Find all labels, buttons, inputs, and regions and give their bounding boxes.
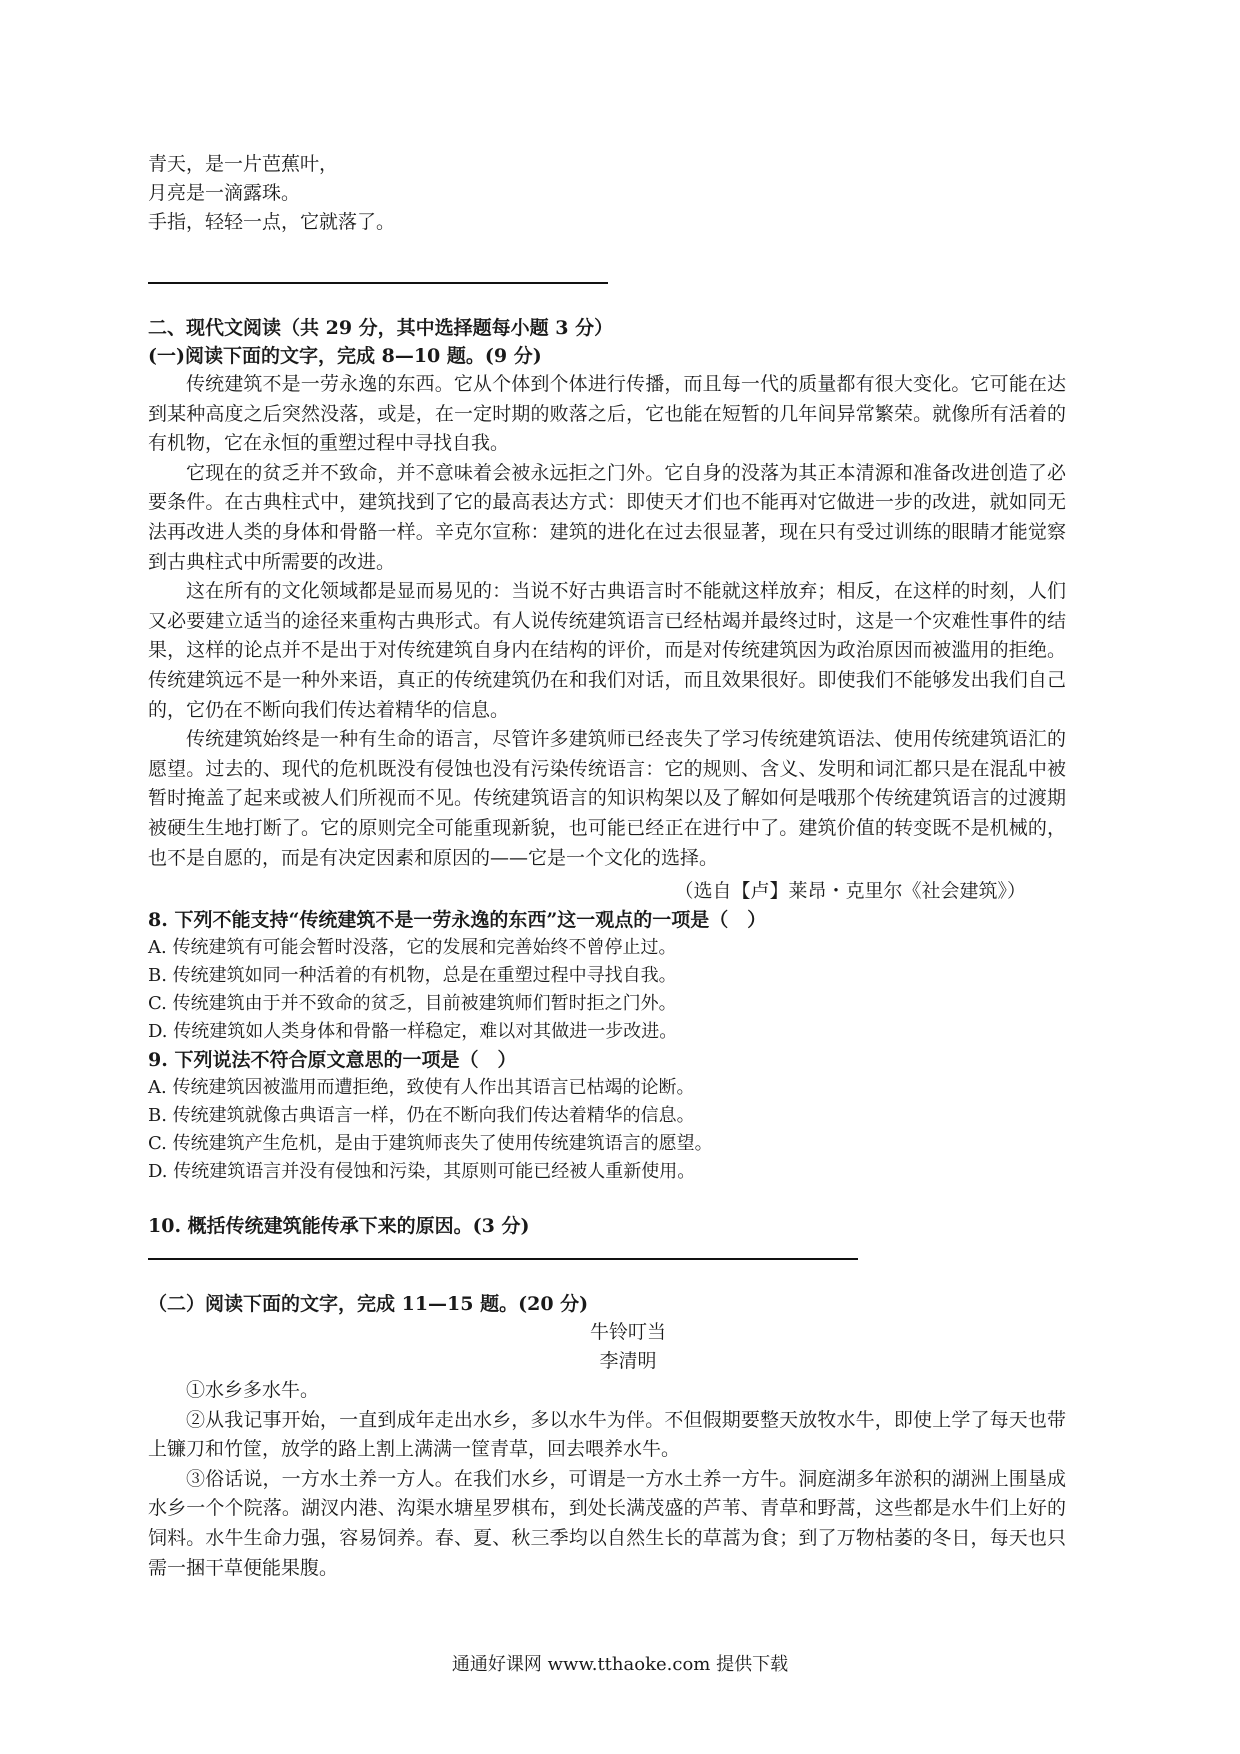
document-page bbox=[148, 150, 1108, 1583]
option-c: C. 传统建筑由于并不致命的贫乏，目前被建筑师们暂时拒之门外。 bbox=[148, 993, 677, 1015]
passage-paragraph: ③俗话说，一方水土养一方人。在我们水乡，可谓是一方水土养一方牛。洞庭湖多年淤积的湖洲上围垦成水乡一个个院落。湖汊内港、沟渠水塘星罗棋布，到处长满茂盛的芦苇、青草和野蒿，这些都是水牛们上好的饲料。水牛生命力强，容易饲养。春、夏、秋三季均以自然生长的草蒿为食；到了万物枯萎的冬日，每天也只需一捆干草便能果腹。 bbox=[148, 1467, 1066, 1579]
passage-paragraph: 传统建筑始终是一种有生命的语言，尽管许多建筑师已经丧失了学习传统建筑语法、使用传统建筑语汇的愿望。过去的、现代的危机既没有侵蚀也没有污染传统语言：它的规则、含义、发明和词汇都只是在混乱中被暂时掩盖了起来或被人们所视而不见。传统建筑语言的知识构架以及了解如何是哦那个传统建筑语言的过渡期被硬生生地打断了。它的原则完全可能重现新貌，也可能已经正在进行中了。建筑价值的转变既不是机械的，也不是自愿的，而是有决定因素和原因的——它是一个文化的选择。 bbox=[148, 728, 1066, 869]
poem-line: 青天，是一片芭蕉叶， bbox=[148, 153, 339, 175]
section-title: 二、现代文阅读（共 29 分，其中选择题每小题 3 分） bbox=[148, 317, 614, 339]
poem bbox=[148, 150, 1108, 237]
passage-paragraph: 这在所有的文化领域都是显而易见的：当说不好古典语言时不能就这样放弃；相反，在这样的时刻，人们又必要建立适当的途径来重构古典形式。有人说传统建筑语言已经枯竭并最终过时，这是一个灾难性事件的结果，这样的论点并不是出于对传统建筑自身内在结构的评价，而是对传统建筑因为政治原因而被滥用的拒绝。传统建筑远不是一种外来语，真正的传统建筑仍在和我们对话，而且效果很好。即使我们不能够发出我们自己的，它仍在不断向我们传达着精华的信息。 bbox=[148, 580, 1066, 721]
question-8 bbox=[148, 906, 1108, 1046]
part2-title: （二）阅读下面的文字，完成 11—15 题。(20 分) bbox=[148, 1293, 589, 1316]
passage-source: （选自【卢】莱昂・克里尔《社会建筑》） bbox=[674, 880, 1026, 903]
part1-title: (一)阅读下面的文字，完成 8—10 题。(9 分) bbox=[148, 345, 542, 367]
article-title: 牛铃叮当 bbox=[589, 1321, 666, 1344]
option-b: B. 传统建筑如同一种活着的有机物，总是在重塑过程中寻找自我。 bbox=[148, 965, 677, 987]
passage-paragraph: ①水乡多水牛。 bbox=[186, 1379, 320, 1402]
poem-line: 月亮是一滴露珠。 bbox=[148, 182, 301, 204]
option-a: A. 传统建筑因被滥用而遭拒绝，致使有人作出其语言已枯竭的论断。 bbox=[148, 1077, 695, 1099]
question-stem: 8. 下列不能支持“传统建筑不是一劳永逸的东西”这一观点的一项是（ ） bbox=[148, 909, 767, 932]
option-a: A. 传统建筑有可能会暂时没落，它的发展和完善始终不曾停止过。 bbox=[148, 937, 677, 959]
article-author: 李清明 bbox=[599, 1350, 657, 1373]
option-d: D. 传统建筑如人类身体和骨骼一样稳定，难以对其做进一步改进。 bbox=[148, 1021, 678, 1043]
page-footer: 通通好课网 www.tthaoke.com 提供下载 bbox=[451, 1654, 789, 1675]
part1-passage bbox=[148, 370, 1108, 906]
passage-paragraph: 它现在的贫乏并不致命，并不意味着会被永远拒之门外。它自身的没落为其正本清源和准备改进创造了必要条件。在古典柱式中，建筑找到了它的最高表达方式：即使天才们也不能再对它做进一步的改进，就如同无法再改进人类的身体和骨骼一样。辛克尔宣称：建筑的进化在过去很显著，现在只有受过训练的眼睛才能觉察到古典柱式中所需要的改进。 bbox=[148, 461, 1066, 573]
passage-paragraph: ②从我记事开始，一直到成年走出水乡，多以水牛为伴。不但假期要整天放牧水牛，即使上学了每天也带上镰刀和竹筐，放学的路上割上满满一筐青草，回去喂养水牛。 bbox=[148, 1408, 1066, 1461]
option-c: C. 传统建筑产生危机，是由于建筑师丧失了使用传统建筑语言的愿望。 bbox=[148, 1133, 713, 1155]
part2-passage bbox=[148, 1376, 1108, 1583]
option-b: B. 传统建筑就像古典语言一样，仍在不断向我们传达着精华的信息。 bbox=[148, 1105, 695, 1127]
question-9 bbox=[148, 1046, 1108, 1186]
passage-paragraph: 传统建筑不是一劳永逸的东西。它从个体到个体进行传播，而且每一代的质量都有很大变化。它可能在达到某种高度之后突然没落，或是，在一定时期的败落之后，它也能在短暂的几年间异常繁荣。就像所有活着的有机物，它在永恒的重塑过程中寻找自我。 bbox=[148, 373, 1066, 455]
question-10-stem: 10. 概括传统建筑能传承下来的原因。(3 分) bbox=[148, 1215, 530, 1238]
question-stem: 9. 下列说法不符合原文意思的一项是（ ） bbox=[148, 1049, 517, 1072]
option-d: D. 传统建筑语言并没有侵蚀和污染，其原则可能已经被人重新使用。 bbox=[148, 1161, 696, 1183]
poem-line: 手指，轻轻一点，它就落了。 bbox=[148, 211, 396, 233]
